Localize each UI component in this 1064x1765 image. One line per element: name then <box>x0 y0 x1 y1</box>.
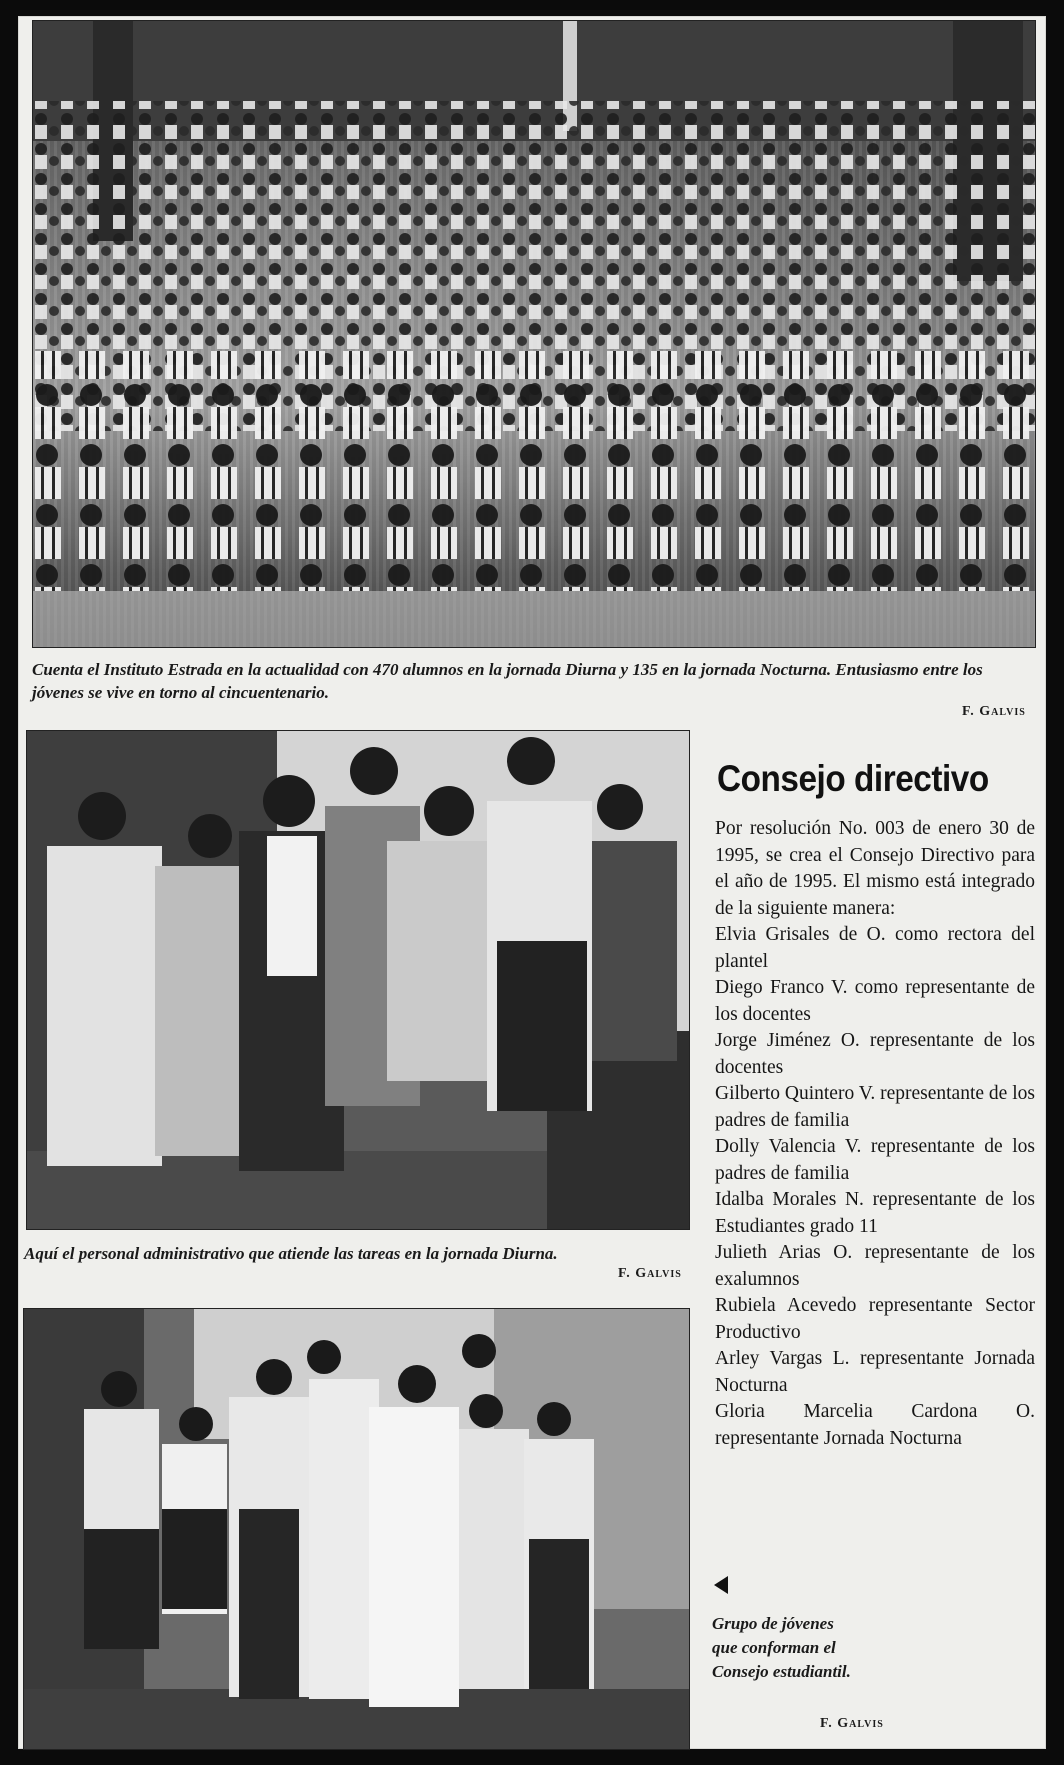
crowd-photo-caption: Cuenta el Instituto Estrada en la actualidad con 470 alumnos en la jornada Diurna y 135 en la jornada Nocturna. Entusiasmo entre los jóvenes se vive en torno al cincuentenario. <box>32 660 983 702</box>
member-item: Gloria Marcelia Cardona O. representante Jornada Nocturna <box>715 1401 1035 1449</box>
council-photo-credit: F. Galvis <box>820 1716 884 1731</box>
article-intro: Por resolución No. 003 de enero 30 de 1995, se crea el Consejo Directivo para el año de 1995. El mismo está integrado de la siguiente manera: <box>715 818 1035 919</box>
article-headline: Consejo directivo <box>717 758 989 799</box>
article-body <box>715 816 1035 1452</box>
staff-illustration <box>27 731 689 1229</box>
member-item: Diego Franco V. como representante de los docentes <box>715 977 1035 1025</box>
students-crowd-photo <box>32 20 1036 648</box>
member-item: Jorge Jiménez O. representante de los docentes <box>715 1030 1035 1078</box>
left-pointer-icon <box>714 1576 728 1594</box>
staff-photo-credit: F. Galvis <box>618 1266 682 1281</box>
council-illustration <box>24 1309 689 1749</box>
crowd-illustration <box>33 21 1035 647</box>
member-item: Julieth Arias O. representante de los exalumnos <box>715 1242 1035 1290</box>
member-item: Arley Vargas L. representante Jornada Nocturna <box>715 1348 1035 1396</box>
member-item: Dolly Valencia V. representante de los padres de familia <box>715 1136 1035 1184</box>
member-item: Idalba Morales N. representante de los Estudiantes grado 11 <box>715 1189 1035 1237</box>
crowd-photo-credit: F. Galvis <box>962 704 1026 719</box>
council-photo-caption: Grupo de jóvenes que conforman el Consejo estudiantil. <box>712 1614 851 1681</box>
member-item: Gilberto Quintero V. representante de los padres de familia <box>715 1083 1035 1131</box>
student-council-photo <box>23 1308 690 1750</box>
member-item: Elvia Grisales de O. como rectora del plantel <box>715 924 1035 972</box>
staff-photo-caption: Aquí el personal administrativo que atiende las tareas en la jornada Diurna. <box>24 1244 558 1263</box>
newspaper-clipping <box>18 16 1046 1749</box>
administrative-staff-photo <box>26 730 690 1230</box>
member-item: Rubiela Acevedo representante Sector Productivo <box>715 1295 1035 1343</box>
